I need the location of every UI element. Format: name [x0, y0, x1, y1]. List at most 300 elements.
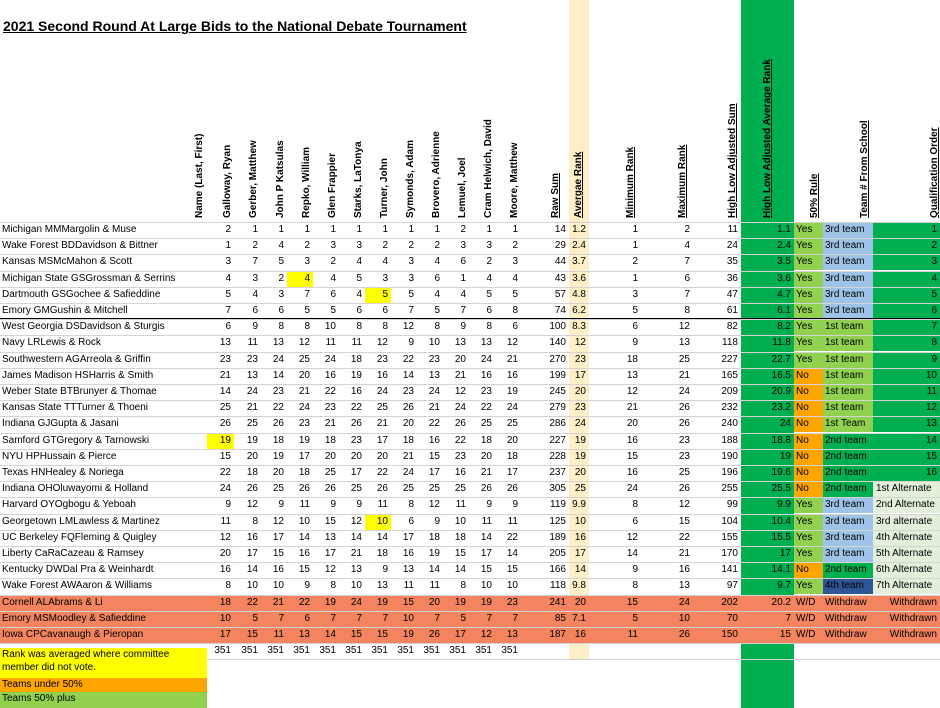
team-name-cell: Samford GTGregory & Tarnowski: [2, 434, 150, 446]
value-cell: 1: [252, 224, 258, 235]
value-cell: 3rd team: [823, 222, 873, 238]
value-cell: Yes: [794, 530, 823, 546]
value-cell: 9: [460, 321, 466, 333]
value-cell: 18: [298, 467, 310, 478]
value-cell: 2nd team: [823, 481, 873, 497]
value-cell: 8: [873, 335, 940, 351]
value-cell: 24: [626, 483, 638, 495]
value-cell: 7: [225, 305, 231, 316]
value-cell: 14: [402, 369, 414, 381]
value-cell: 26: [402, 402, 414, 414]
grid-line: [0, 238, 940, 239]
value-cell: 11: [247, 337, 258, 349]
value-cell: 26: [506, 483, 518, 495]
value-cell: 22: [376, 467, 388, 478]
value-cell: 14: [324, 629, 336, 640]
value-cell: 14: [376, 531, 388, 543]
value-cell: 15.5: [741, 530, 794, 546]
value-cell: 7: [486, 612, 492, 624]
value-cell: 18: [428, 531, 440, 543]
value-cell: 13: [678, 580, 690, 592]
value-cell: 20: [569, 384, 589, 400]
value-cell: 7: [252, 256, 258, 268]
value-cell: 3: [460, 240, 466, 252]
value-cell: 21: [428, 402, 440, 414]
value-cell: 2: [304, 240, 310, 252]
value-cell: 3: [486, 240, 492, 252]
value-cell: 1: [632, 240, 638, 252]
value-cell: 12: [219, 531, 231, 543]
value-cell: 5: [225, 288, 231, 300]
value-cell: 118: [722, 337, 738, 349]
value-cell: 255: [721, 483, 738, 495]
value-cell: 189: [549, 531, 566, 543]
value-cell: 19: [506, 386, 518, 397]
value-cell: 6: [304, 612, 310, 624]
value-cell: 26: [678, 402, 690, 414]
value-cell: 14: [350, 531, 362, 543]
team-name-cell: Cornell ALAbrams & Li: [2, 596, 103, 608]
value-cell: 140: [549, 337, 566, 349]
value-cell: 18: [324, 434, 336, 446]
value-cell: 17: [402, 531, 414, 543]
grid-line: [0, 643, 940, 644]
table-row: [0, 254, 940, 270]
grid-line: [0, 384, 940, 385]
value-cell: 17: [272, 531, 284, 543]
value-cell: Withdraw: [825, 629, 867, 640]
table-row: [0, 497, 940, 513]
value-cell: 5: [632, 305, 638, 316]
value-cell: 19: [569, 449, 589, 465]
column-header: [246, 3, 262, 221]
value-cell: 19: [246, 434, 258, 446]
value-cell: 4.8: [569, 287, 589, 303]
column-header-label: John P Katsulas: [275, 140, 286, 218]
grid-line: [0, 449, 940, 450]
value-cell: 17: [741, 546, 794, 562]
value-cell: 16: [350, 386, 362, 397]
value-cell: 2: [330, 256, 336, 268]
value-cell: 5th Alternate: [873, 546, 940, 562]
value-cell: 187: [549, 629, 566, 640]
value-cell: 3rd team: [823, 254, 873, 270]
column-header-label: Starks, LaTonya: [353, 141, 364, 218]
value-cell: 19: [402, 629, 414, 640]
value-cell: 3: [356, 240, 362, 252]
value-cell: Yes: [794, 578, 823, 594]
value-cell: 11: [481, 515, 492, 527]
grid-line: [0, 578, 940, 579]
value-cell: 7: [356, 612, 362, 624]
value-cell: 270: [549, 353, 566, 365]
value-cell: 5: [278, 256, 284, 268]
value-cell: 10: [402, 612, 414, 624]
value-cell: 25.5: [741, 481, 794, 497]
value-cell: 22: [402, 353, 414, 365]
value-cell: 13: [219, 337, 231, 349]
value-cell: 24: [298, 402, 310, 414]
value-cell: 14.1: [741, 562, 794, 578]
value-cell: 3: [632, 288, 638, 300]
value-cell: 26: [350, 418, 362, 430]
total-cell: 351: [371, 645, 388, 657]
value-cell: 19: [272, 450, 284, 462]
value-cell: 13: [428, 369, 440, 381]
value-cell: No: [794, 562, 823, 578]
column-header: [623, 3, 639, 221]
grid-line: [0, 562, 940, 563]
value-cell: 43: [554, 272, 566, 284]
value-cell: 15: [272, 548, 284, 559]
value-cell: 16: [454, 467, 466, 478]
column-header: [548, 3, 564, 221]
value-cell: 2: [278, 272, 284, 284]
value-cell: 7: [684, 256, 690, 268]
value-cell: 10: [246, 580, 258, 592]
value-cell: W/D: [796, 629, 816, 640]
value-cell: 12: [350, 515, 362, 527]
value-cell: 14: [480, 531, 492, 543]
value-cell: 23: [569, 352, 589, 368]
total-cell: 351: [501, 645, 518, 657]
value-cell: 17: [350, 467, 362, 478]
value-cell: 23: [402, 386, 414, 397]
value-cell: 22: [454, 434, 466, 446]
value-cell: 12: [626, 386, 638, 397]
value-cell: 2: [252, 240, 258, 252]
value-cell: W/D: [796, 596, 816, 608]
value-cell: 2: [434, 240, 440, 252]
value-cell: 18.8: [741, 433, 794, 449]
value-cell: 24: [480, 353, 492, 365]
grid-line: [0, 497, 940, 498]
team-name-cell: Liberty CaRaCazeau & Ramsey: [2, 548, 144, 559]
value-cell: 13: [480, 337, 492, 349]
value-cell: 20.2: [771, 596, 791, 608]
column-header: [377, 3, 393, 221]
value-cell: 188: [721, 434, 738, 446]
value-cell: 22: [272, 402, 284, 414]
value-cell: 12: [298, 337, 310, 349]
value-cell: 1: [873, 222, 940, 238]
total-cell: 351: [397, 645, 414, 657]
value-cell: 24: [272, 353, 284, 365]
value-cell: 1st team: [823, 352, 873, 368]
value-cell: 25: [402, 483, 414, 495]
value-cell: 15: [506, 564, 518, 576]
value-cell: 25: [678, 353, 690, 365]
value-cell: 16: [626, 467, 638, 478]
value-cell: 17: [428, 467, 440, 478]
value-cell: 2: [382, 240, 388, 252]
value-cell: 17: [324, 548, 336, 559]
value-cell: 25: [350, 483, 362, 495]
value-cell: 6: [632, 321, 638, 333]
value-cell: 5: [304, 305, 310, 316]
column-header: [273, 3, 289, 221]
grid-line: [0, 335, 940, 336]
value-cell: 10: [873, 368, 940, 384]
value-cell: 7: [512, 612, 518, 624]
value-cell: 10: [454, 515, 466, 527]
value-cell: 3: [252, 272, 258, 284]
value-cell: 13: [506, 629, 518, 640]
value-cell: 12: [324, 564, 336, 576]
value-cell: 9: [330, 499, 336, 511]
value-cell: Yes: [794, 546, 823, 562]
value-cell: 25: [272, 483, 284, 495]
value-cell: 21: [246, 402, 258, 414]
value-cell: 19: [741, 449, 794, 465]
value-cell: 25: [506, 418, 518, 430]
value-cell: Withdrawn: [889, 612, 937, 624]
value-cell: 7: [873, 319, 940, 335]
value-cell: 10: [219, 612, 231, 624]
value-cell: 5: [632, 612, 638, 624]
value-cell: 118: [550, 580, 566, 592]
value-cell: 11: [627, 629, 638, 640]
column-header: [481, 3, 497, 221]
value-cell: 12: [569, 335, 589, 351]
value-cell: 25: [480, 418, 492, 430]
total-cell: 351: [345, 645, 362, 657]
value-cell: 4: [330, 272, 336, 284]
value-cell: 10: [324, 321, 336, 333]
team-name-cell: Michigan MMMargolin & Muse: [2, 224, 137, 235]
value-cell: 20: [454, 353, 466, 365]
column-header: [455, 3, 471, 221]
table-row: [0, 384, 940, 400]
value-cell: 16: [506, 369, 518, 381]
value-cell: 23: [454, 450, 466, 462]
value-cell: 16: [219, 564, 231, 576]
grid-line: [0, 352, 940, 353]
value-cell: 3rd team: [823, 271, 873, 287]
value-cell: 23: [480, 386, 492, 397]
value-cell: 241: [549, 596, 566, 608]
value-cell: 3rd team: [823, 238, 873, 254]
value-cell: 22: [246, 596, 258, 608]
value-cell: 9: [512, 499, 518, 511]
total-cell: 351: [319, 645, 336, 657]
value-cell: 17: [506, 467, 518, 478]
value-cell: 125: [549, 515, 566, 527]
value-cell: 23: [376, 353, 388, 365]
table-row: [0, 546, 940, 562]
value-cell: 5: [356, 272, 362, 284]
value-cell: 26: [678, 629, 690, 640]
value-cell: 9: [873, 352, 940, 368]
grid-line: [0, 465, 940, 466]
table-row: [0, 222, 940, 238]
value-cell: No: [794, 368, 823, 384]
table-row: [0, 287, 940, 303]
value-cell: 11: [873, 384, 940, 400]
value-cell: 70: [726, 612, 738, 624]
value-cell: 6: [486, 305, 492, 316]
value-cell: 8: [304, 321, 310, 333]
value-cell: 1: [486, 224, 492, 235]
value-cell: 24: [726, 240, 738, 252]
value-cell: 26: [298, 483, 310, 495]
grid-line: [0, 254, 940, 255]
value-cell: 15: [350, 629, 362, 640]
value-cell: 4th Alternate: [873, 530, 940, 546]
value-cell: 16: [428, 434, 440, 446]
grid-line: [0, 271, 940, 272]
value-cell: 18: [350, 353, 362, 365]
column-header-label: Minimum Rank: [625, 146, 636, 218]
value-cell: 14: [506, 548, 518, 559]
value-cell: 19: [428, 548, 440, 559]
value-cell: 20: [402, 418, 414, 430]
value-cell: 9: [252, 321, 258, 333]
value-cell: 15: [678, 515, 690, 527]
value-cell: 23: [428, 353, 440, 365]
value-cell: 10.4: [741, 514, 794, 530]
value-cell: 6: [460, 256, 466, 268]
value-cell: 20: [480, 450, 492, 462]
value-cell: 9: [304, 580, 310, 592]
value-cell: 21: [324, 418, 336, 430]
value-cell: Yes: [794, 287, 823, 303]
value-cell: 24: [569, 416, 589, 432]
value-cell: 3rd team: [823, 546, 873, 562]
value-cell: Yes: [794, 497, 823, 513]
value-cell: 21: [678, 369, 690, 381]
value-cell: 24: [428, 386, 440, 397]
value-cell: 10: [365, 514, 391, 530]
value-cell: 47: [726, 288, 738, 300]
value-cell: 7: [408, 305, 414, 316]
team-name-cell: UC Berkeley FQFleming & Quigley: [2, 531, 157, 543]
value-cell: 10: [678, 612, 690, 624]
value-cell: 24: [324, 353, 336, 365]
value-cell: 4: [252, 288, 258, 300]
value-cell: 20: [272, 467, 284, 478]
value-cell: No: [794, 449, 823, 465]
value-cell: 1st team: [823, 335, 873, 351]
value-cell: 6.1: [741, 303, 794, 319]
value-cell: Withdrawn: [889, 629, 937, 640]
value-cell: 5: [460, 612, 466, 624]
value-cell: 8: [434, 321, 440, 333]
grid-line: [0, 595, 940, 596]
value-cell: 15: [873, 449, 940, 465]
value-cell: 35: [726, 256, 738, 268]
value-cell: 24: [506, 402, 518, 414]
column-header-label: Qualification Order: [929, 127, 940, 218]
value-cell: 22: [678, 531, 690, 543]
column-header: [725, 3, 741, 221]
value-cell: 18: [376, 548, 388, 559]
table-row: [0, 611, 940, 627]
value-cell: 6: [225, 321, 231, 333]
value-cell: 10: [272, 580, 284, 592]
value-cell: 1: [304, 224, 310, 235]
value-cell: 4: [486, 272, 492, 284]
value-cell: 2nd team: [823, 449, 873, 465]
total-cell: 351: [267, 645, 284, 657]
value-cell: 20: [350, 450, 362, 462]
value-cell: 3rd team: [823, 497, 873, 513]
column-header-label: Brovero, Adrienne: [431, 131, 442, 218]
value-cell: 5: [434, 305, 440, 316]
value-cell: 7: [434, 612, 440, 624]
value-cell: 22: [298, 596, 310, 608]
total-cell: 351: [449, 645, 466, 657]
value-cell: 15: [324, 515, 336, 527]
value-cell: 13: [873, 416, 940, 432]
value-cell: 228: [549, 450, 566, 462]
table-row: [0, 465, 940, 481]
value-cell: 3rd team: [823, 287, 873, 303]
value-cell: 15: [779, 629, 791, 640]
total-cell: 351: [423, 645, 440, 657]
value-cell: 21: [219, 369, 231, 381]
value-cell: 3: [382, 272, 388, 284]
value-cell: 22.7: [741, 352, 794, 368]
value-cell: 5: [512, 288, 518, 300]
value-cell: 4.7: [741, 287, 794, 303]
value-cell: 1: [512, 224, 518, 235]
column-header: [857, 3, 873, 221]
value-cell: 4: [434, 256, 440, 268]
value-cell: 23: [678, 434, 690, 446]
value-cell: 25: [376, 402, 388, 414]
value-cell: 8: [512, 305, 518, 316]
value-cell: 22: [219, 467, 231, 478]
value-cell: 8: [225, 580, 231, 592]
value-cell: 1: [278, 224, 284, 235]
value-cell: 25: [454, 483, 466, 495]
value-cell: 8: [460, 580, 466, 592]
value-cell: 18: [480, 434, 492, 446]
team-name-cell: Dartmouth GSGochee & Safieddine: [2, 288, 161, 300]
value-cell: 13: [376, 580, 388, 592]
value-cell: 7: [382, 612, 388, 624]
value-cell: 16: [272, 564, 284, 576]
column-header: [299, 3, 315, 221]
value-cell: 16: [678, 564, 690, 576]
column-header-label: Galloway, Ryan: [222, 144, 233, 218]
value-cell: 82: [726, 321, 738, 333]
value-cell: 2: [512, 240, 518, 252]
value-cell: 6th Alternate: [873, 562, 940, 578]
value-cell: 19: [480, 596, 492, 608]
value-cell: 8: [684, 305, 690, 316]
value-cell: 17: [298, 450, 310, 462]
grid-line: [0, 627, 940, 628]
value-cell: 20: [569, 465, 589, 481]
table-row: [0, 481, 940, 497]
team-name-cell: Southwestern AGArreola & Griffin: [2, 353, 151, 365]
value-cell: 26: [246, 483, 258, 495]
value-cell: 9: [408, 337, 414, 349]
value-cell: Yes: [794, 335, 823, 351]
value-cell: 8: [356, 321, 362, 333]
table-row: [0, 530, 940, 546]
value-cell: 9: [382, 564, 388, 576]
team-name-cell: Indiana GJGupta & Jasani: [2, 418, 119, 430]
team-name-cell: Navy LRLewis & Rock: [2, 337, 101, 349]
value-cell: 196: [721, 467, 738, 478]
value-cell: 286: [549, 418, 566, 430]
value-cell: 5: [486, 288, 492, 300]
value-cell: 13: [272, 337, 284, 349]
value-cell: 23: [219, 353, 231, 365]
